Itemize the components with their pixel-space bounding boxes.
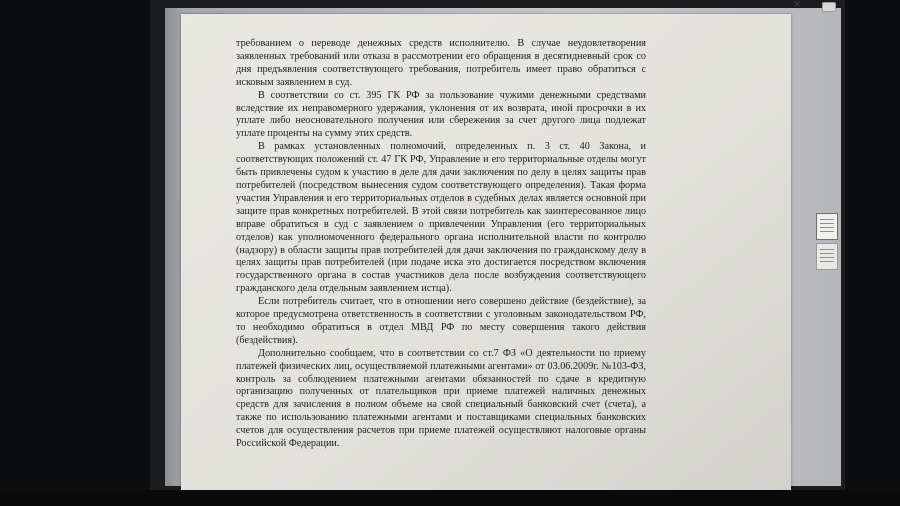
desk-surface	[0, 490, 900, 506]
paragraph-5: Дополнительно сообщаем, что в соответствии со ст.7 ФЗ «О деятельности по приему платежей физических лиц, осуществляемой платежными агентами» от 03.06.2009г. №103-ФЗ, контроль за соблюдением платежными агентами обязанностей по сдаче в кредитную организацию полученных от плательщиков при приеме платежей наличных денежных средств для зачисления в полном объеме на свой специальный банковский счет (счета), а также по использованию платежными агентами и поставщиками специальных банковских счетов для осуществления расчетов при приеме платежей осуществляют налоговые органы Российской Федерации.	[236, 347, 646, 450]
page-thumbnails	[810, 205, 842, 285]
page-thumbnail-icon[interactable]	[816, 243, 838, 270]
scrollbar-handle[interactable]	[822, 2, 836, 12]
page-thumbnail-icon[interactable]	[816, 213, 838, 240]
paragraph-1: требованием о переводе денежных средств исполнителю. В случае неудовлетворения заявленных требований или отказа в рассмотрении его обращения в десятидневный срок со дня предъявления соответствующего требования, потребитель имеет право обратиться с исковым заявлением в суд.	[236, 38, 646, 88]
close-icon[interactable]: ✕	[793, 0, 801, 10]
paragraph-2: В соответствии со ст. 395 ГК РФ за пользование чужими денежными средствами вследствие их неправомерного удержания, уклонения от их возврата, иной просрочки в их уплате либо неосновательного получения или сбережения за счет другого лица подлежат уплате проценты на сумму этих средств.	[236, 89, 646, 140]
paragraph-3: В рамках установленных полномочий, определенных п. 3 ст. 40 Закона, и соответствующих положений ст. 47 ГК РФ, Управление и его территориальные отделы могут быть привлечены судом к участию в деле для дачи заключения по делу в целях защиты прав потребителей (посредством вынесения судом соответствующего определения). Такая форма участия Управления и его территориальных отделов в судебных делах является основной при защите прав конкретных потребителей. В этой связи потребитель как заинтересованное лицо вправе обратиться в суд с заявлением о привлечении Управления (его территориальных отделов) как уполномоченного федерального органа исполнительной власти по контролю (надзору) в области защиты прав потребителей для дачи заключения по гражданскому делу в целях защиты прав потребителей (при подаче иска это достигается посредством включения государственного органа в состав участников дела после возбуждения соответствующего гражданского дела отдельным заявлением истца).	[236, 141, 646, 295]
document-body	[236, 38, 646, 451]
paragraph-4: Если потребитель считает, что в отношении него совершено действие (бездействие), за которое предусмотрена ответственность в соответствии с уголовным законодательством РФ, то необходимо обратиться в отдел МВД РФ по месту совершения такого действия (бездействия).	[236, 296, 646, 346]
document-page	[181, 14, 791, 498]
